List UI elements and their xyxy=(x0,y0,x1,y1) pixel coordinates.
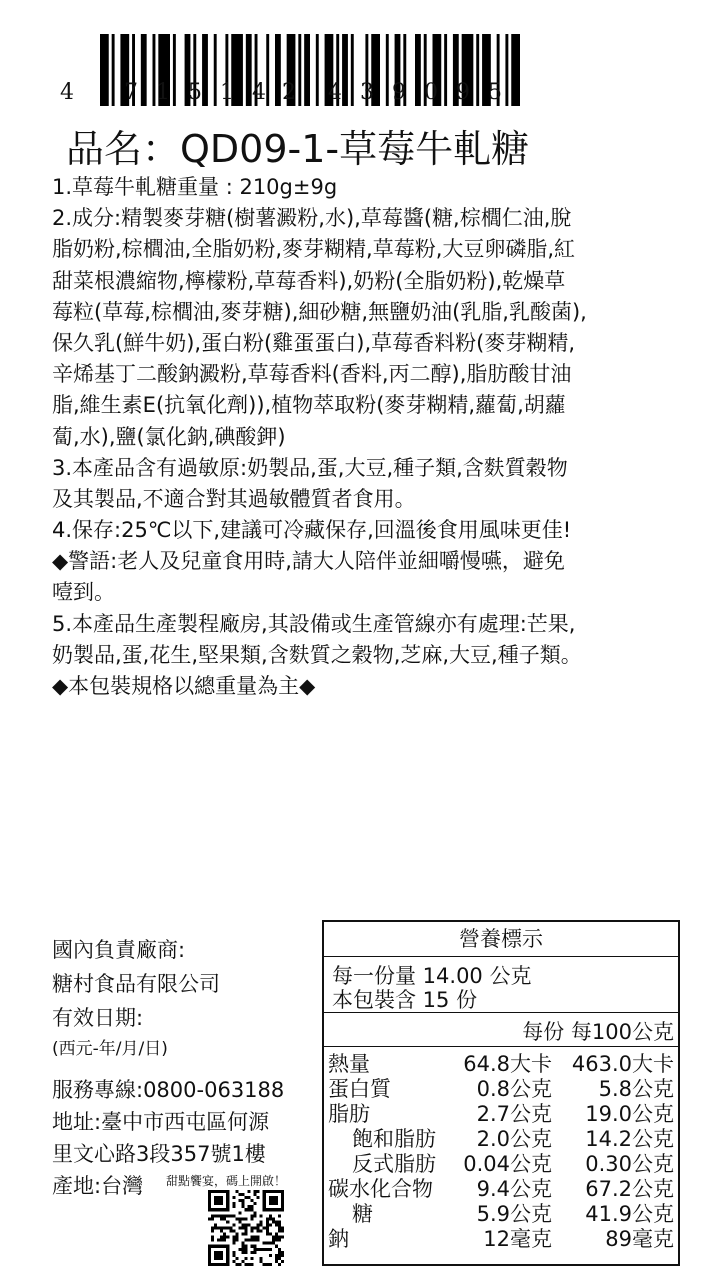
barcode-digit: 5 xyxy=(188,80,202,105)
barcode-digits xyxy=(60,80,520,106)
value-per-serving: 9.4公克 xyxy=(476,1177,552,1201)
text-line: ◆本包裝規格以總重量為主◆ xyxy=(52,674,316,698)
text-line: ◆警語:老人及兒童食用時,請大人陪伴並細嚼慢嚥，避免 xyxy=(52,549,565,574)
barcode-digit: 0 xyxy=(424,80,438,105)
table-divider xyxy=(324,1012,678,1013)
value-per-serving: 5.9公克 xyxy=(476,1202,552,1226)
nutrient-name: 熱量 xyxy=(328,1052,370,1076)
barcode-digit: 4 xyxy=(60,80,74,105)
nutrition-title: 營養標示 xyxy=(324,922,678,957)
text-line: 及其製品,不適合對其過敏體質者食用。 xyxy=(52,486,416,511)
origin: 產地:台灣 xyxy=(52,1174,144,1198)
barcode-digit: 1 xyxy=(156,80,170,105)
nutrient-name: 碳水化合物 xyxy=(328,1177,433,1201)
text-line: 甜菜根濃縮物,檸檬粉,草莓香料),奶粉(全脂奶粉),乾燥草 xyxy=(52,268,566,293)
barcode-digit: 1 xyxy=(220,80,234,105)
value-per-serving: 2.7公克 xyxy=(476,1102,552,1126)
nutrition-row xyxy=(324,1177,678,1202)
nutrition-row xyxy=(324,1102,678,1127)
nutrient-name: 反式脂肪 xyxy=(352,1152,436,1176)
value-per-100g: 19.0公克 xyxy=(585,1102,674,1126)
barcode-digit: 7 xyxy=(124,80,138,105)
text-line: 4.保存:25℃以下,建議可冷藏保存,回溫後食用風味更佳! xyxy=(52,518,572,543)
value-per-serving: 0.8公克 xyxy=(476,1077,552,1101)
nutrient-name: 糖 xyxy=(352,1202,373,1226)
nutrient-name: 鈉 xyxy=(328,1227,349,1251)
ingredients-text xyxy=(52,172,692,702)
address-line-2: 里文心路3段357號1樓 xyxy=(52,1142,266,1166)
text-line: 脂奶粉,棕櫚油,全脂奶粉,麥芽糊精,草莓粉,大豆卵磷脂,紅 xyxy=(52,237,576,262)
nutrition-facts-table xyxy=(322,920,680,1266)
product-name: 品名：QD09-1-草莓牛軋糖 xyxy=(66,127,530,171)
value-per-100g: 67.2公克 xyxy=(585,1177,674,1201)
qr-caption: 甜點饗宴，碼上開啟！ xyxy=(166,1174,287,1188)
nutrition-row xyxy=(324,1127,678,1152)
value-per-100g: 14.2公克 xyxy=(585,1127,674,1151)
text-line: 5.本產品生產製程廠房,其設備或生產管線亦有處理:芒果, xyxy=(52,611,576,636)
barcode-digit: 4 xyxy=(252,80,266,105)
barcode-digit: 4 xyxy=(328,80,342,105)
value-per-serving: 0.04公克 xyxy=(463,1152,552,1176)
value-per-serving: 2.0公克 xyxy=(476,1127,552,1151)
nutrient-name: 飽和脂肪 xyxy=(352,1127,436,1151)
value-per-100g: 0.30公克 xyxy=(585,1152,674,1176)
barcode-digit: 9 xyxy=(392,80,406,105)
address-line-1: 地址:臺中市西屯區何源 xyxy=(52,1110,270,1134)
text-line: 保久乳(鮮牛奶),蛋白粉(雞蛋蛋白),草莓香料粉(麥芽糊精, xyxy=(52,330,575,355)
barcode-digit: 3 xyxy=(360,80,374,105)
value-per-100g: 89毫克 xyxy=(605,1227,674,1251)
nutrition-row xyxy=(324,1202,678,1227)
table-divider xyxy=(324,1046,678,1047)
expiry-format: (西元-年/月/日) xyxy=(52,1039,168,1059)
col-per-100g: 每100公克 xyxy=(570,1020,674,1044)
nutrition-row xyxy=(324,1152,678,1177)
qr-code-icon xyxy=(208,1190,284,1266)
service-hotline: 服務專線:0800-063188 xyxy=(52,1078,285,1102)
serving-size: 每一份量 14.00 公克 xyxy=(332,964,532,988)
value-per-100g: 41.9公克 xyxy=(585,1202,674,1226)
value-per-serving: 64.8大卡 xyxy=(463,1052,552,1076)
text-line: 脂,維生素E(抗氧化劑)),植物萃取粉(麥芽糊精,蘿蔔,胡蘿 xyxy=(52,393,566,418)
company-name: 糖村食品有限公司 xyxy=(52,972,220,996)
text-line: 3.本產品含有過敏原:奶製品,蛋,大豆,種子類,含麩質穀物 xyxy=(52,455,568,480)
column-headers xyxy=(522,1016,674,1046)
nutrient-name: 蛋白質 xyxy=(328,1077,391,1101)
text-line: 辛烯基丁二酸鈉澱粉,草莓香料(香料,丙二醇),脂肪酸甘油 xyxy=(52,362,572,387)
expiry-label: 有效日期: xyxy=(52,1006,144,1030)
text-line: 1.草莓牛軋糖重量 : 210g±9g xyxy=(52,175,338,199)
value-per-100g: 5.8公克 xyxy=(598,1077,674,1101)
text-line: 蔔,水),鹽(氯化鈉,碘酸鉀) xyxy=(52,424,286,449)
nutrient-name: 脂肪 xyxy=(328,1102,370,1126)
barcode-digit: 9 xyxy=(456,80,470,105)
text-line: 莓粒(草莓,棕櫚油,麥芽糖),細砂糖,無鹽奶油(乳脂,乳酸菌), xyxy=(52,299,587,324)
nutrition-row xyxy=(324,1052,678,1077)
text-line: 噎到。 xyxy=(52,580,115,605)
nutrition-row xyxy=(324,1077,678,1102)
servings-per-pack: 本包裝含 15 份 xyxy=(332,988,478,1012)
col-per-serving: 每份 xyxy=(522,1020,565,1044)
barcode-digit: 5 xyxy=(488,80,502,105)
barcode-digit: 2 xyxy=(282,80,296,105)
responsible-label: 國內負責廠商: xyxy=(52,938,186,962)
value-per-100g: 463.0大卡 xyxy=(571,1052,674,1076)
value-per-serving: 12毫克 xyxy=(483,1227,552,1251)
nutrition-row xyxy=(324,1227,678,1252)
text-line: 奶製品,蛋,花生,堅果類,含麩質之穀物,芝麻,大豆,種子類。 xyxy=(52,642,582,667)
text-line: 2.成分:精製麥芽糖(樹薯澱粉,水),草莓醬(糖,棕櫚仁油,脫 xyxy=(52,206,572,231)
